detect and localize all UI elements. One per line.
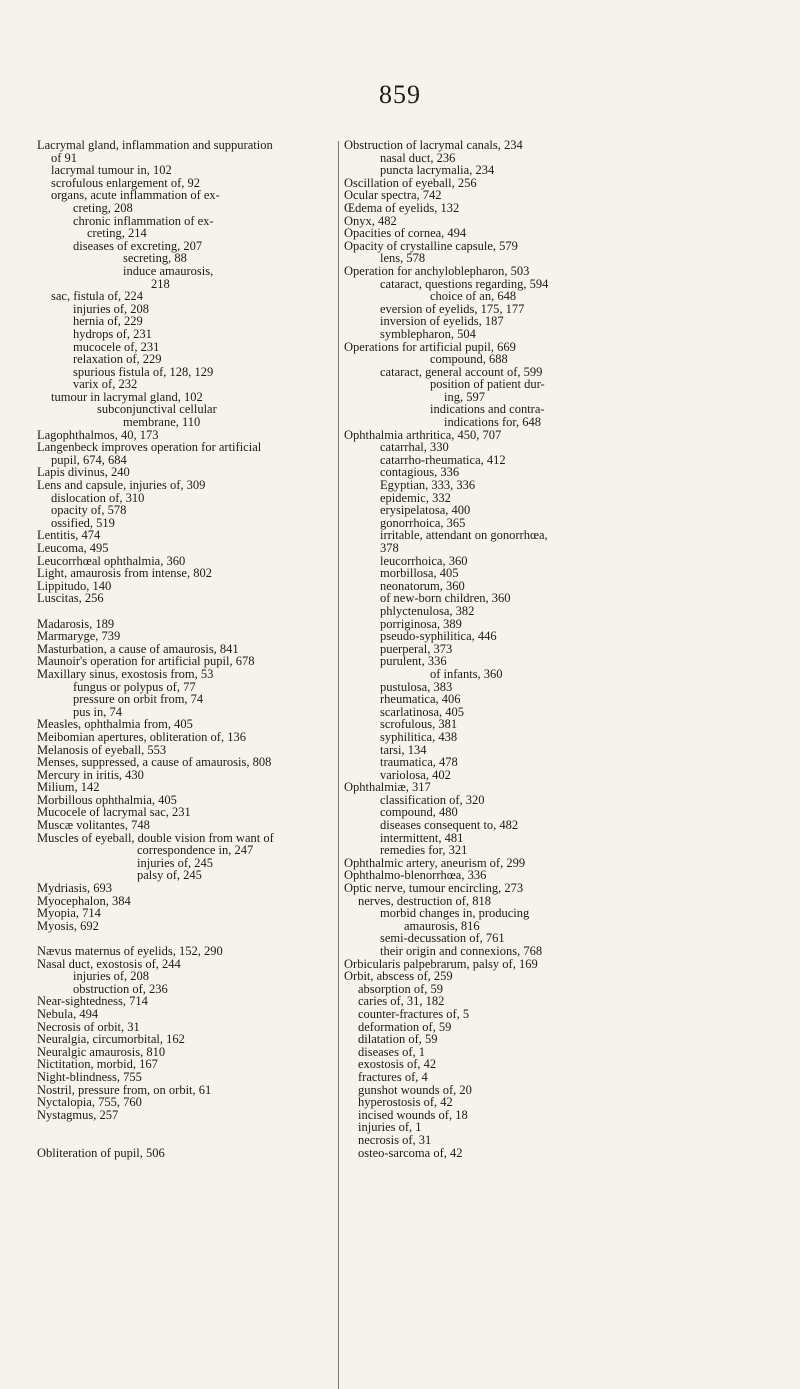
index-entry: spurious fistula of, 128, 129 xyxy=(73,364,214,379)
index-entry: rheumatica, 406 xyxy=(380,692,461,707)
index-entry: mucocele of, 231 xyxy=(73,339,160,354)
index-entry: caries of, 31, 182 xyxy=(358,994,445,1009)
index-entry: of infants, 360 xyxy=(430,666,503,681)
index-entry: diseases consequent to, 482 xyxy=(380,818,519,833)
index-entry: cataract, general account of, 599 xyxy=(380,364,543,379)
index-entry: injuries of, 1 xyxy=(358,1120,422,1135)
index-entry: Onyx, 482 xyxy=(344,213,397,228)
index-entry: Myopia, 714 xyxy=(37,906,101,921)
index-entry: Lippitudo, 140 xyxy=(37,578,112,593)
index-entry: Ophthalmia arthritica, 450, 707 xyxy=(344,427,502,442)
index-entry: of new-born children, 360 xyxy=(380,591,511,606)
index-entry: 218 xyxy=(151,276,170,291)
index-entry: pupil, 674, 684 xyxy=(51,452,127,467)
index-entry: Necrosis of orbit, 31 xyxy=(37,1019,140,1034)
index-entry: scrofulous enlargement of, 92 xyxy=(51,175,201,190)
index-entry: gunshot wounds of, 20 xyxy=(358,1082,472,1097)
index-entry: pustulosa, 383 xyxy=(380,679,453,694)
index-entry: catarrhal, 330 xyxy=(380,440,449,455)
index-entry: puerperal, 373 xyxy=(380,641,453,656)
index-entry: ing, 597 xyxy=(444,389,485,404)
index-entry: tumour in lacrymal gland, 102 xyxy=(51,389,203,404)
index-entry: contagious, 336 xyxy=(380,465,460,480)
index-entry: puncta lacrymalia, 234 xyxy=(380,163,495,178)
index-entry: Light, amaurosis from intense, 802 xyxy=(37,566,212,581)
index-entry: Opacities of cornea, 494 xyxy=(344,226,467,241)
index-entry: Operation for anchyloblepharon, 503 xyxy=(344,263,530,278)
index-entry: tarsi, 134 xyxy=(380,742,427,757)
index-entry: Nævus maternus of eyelids, 152, 290 xyxy=(37,944,223,958)
index-entry: gonorrhoica, 365 xyxy=(380,515,466,530)
index-entry: Meibomian apertures, obliteration of, 136 xyxy=(37,729,246,744)
index-entry: osteo-sarcoma of, 42 xyxy=(358,1145,463,1160)
index-entry: nerves, destruction of, 818 xyxy=(358,893,491,908)
index-entry: deformation of, 59 xyxy=(358,1019,452,1034)
index-entry: counter-fractures of, 5 xyxy=(358,1006,470,1021)
index-entry: Menses, suppressed, a cause of amaurosis, 808 xyxy=(37,755,272,770)
index-entry: Lacrymal gland, inflammation and suppuration xyxy=(37,138,273,152)
index-entry: dilatation of, 59 xyxy=(358,1032,438,1047)
index-entry: Madarosis, 189 xyxy=(37,616,115,631)
index-entry: Ophthalmo-blenorrhœa, 336 xyxy=(344,868,487,883)
index-gap xyxy=(37,605,337,618)
index-entry: Nyctalopia, 755, 760 xyxy=(37,1095,142,1110)
index-entry: Ocular spectra, 742 xyxy=(344,188,442,203)
index-entry: sac, fistula of, 224 xyxy=(51,289,143,304)
index-entry: Marmaryge, 739 xyxy=(37,629,121,644)
index-entry: neonatorum, 360 xyxy=(380,578,465,593)
index-entry: pus in, 74 xyxy=(73,704,122,719)
index-entry: Operations for artificial pupil, 669 xyxy=(344,339,516,354)
index-entry: dislocation of, 310 xyxy=(51,490,145,505)
index-entry: Orbicularis palpebrarum, palsy of, 169 xyxy=(344,956,538,971)
index-entry: Œdema of eyelids, 132 xyxy=(344,200,460,215)
index-entry: Milium, 142 xyxy=(37,780,100,795)
index-gap xyxy=(37,1134,337,1147)
index-entry: fungus or polypus of, 77 xyxy=(73,679,196,694)
index-entry: irritable, attendant on gonorrhœa, xyxy=(380,528,548,543)
index-entry: Myocephalon, 384 xyxy=(37,893,131,908)
index-entry: Muscles of eyeball, double vision from want of xyxy=(37,830,274,845)
index-entry: semi-decussation of, 761 xyxy=(380,931,505,946)
index-entry: Obliteration of pupil, 506 xyxy=(37,1145,165,1160)
index-entry: of 91 xyxy=(51,150,78,165)
index-entry: Luscitas, 256 xyxy=(37,591,104,606)
index-entry: Morbillous ophthalmia, 405 xyxy=(37,792,177,807)
index-entry: their origin and connexions, 768 xyxy=(380,944,543,958)
index-entry: indications for, 648 xyxy=(444,415,542,430)
index-entry: Nictitation, morbid, 167 xyxy=(37,1057,158,1072)
index-entry: Obstruction of lacrymal canals, 234 xyxy=(344,138,523,152)
index-entry: Optic nerve, tumour encircling, 273 xyxy=(344,881,524,896)
index-entry: pressure on orbit from, 74 xyxy=(73,692,204,707)
index-entry: Leucorrhœal ophthalmia, 360 xyxy=(37,553,186,568)
index-entry: Measles, ophthalmia from, 405 xyxy=(37,717,193,732)
index-entry: compound, 480 xyxy=(380,805,458,820)
index-entry: exostosis of, 42 xyxy=(358,1057,437,1072)
index-entry: pseudo-syphilitica, 446 xyxy=(380,629,497,644)
index-entry: chronic inflammation of ex- xyxy=(73,213,214,228)
index-entry: Nebula, 494 xyxy=(37,1006,99,1021)
index-entry: hydrops of, 231 xyxy=(73,326,152,341)
index-entry: classification of, 320 xyxy=(380,792,485,807)
index-entry: Nostril, pressure from, on orbit, 61 xyxy=(37,1082,212,1097)
index-entry: opacity of, 578 xyxy=(51,503,127,518)
index-entry: phlyctenulosa, 382 xyxy=(380,603,475,618)
index-entry: diseases of excreting, 207 xyxy=(73,238,203,253)
index-entry: erysipelatosa, 400 xyxy=(380,503,471,518)
index-column-left xyxy=(37,139,337,1159)
index-entry: Ophthalmic artery, aneurism of, 299 xyxy=(344,855,526,870)
index-entry: variolosa, 402 xyxy=(380,767,451,782)
index-entry: Myosis, 692 xyxy=(37,918,99,933)
index-entry: Maunoir's operation for artificial pupil, 678 xyxy=(37,654,255,669)
index-entry: correspondence in, 247 xyxy=(137,843,254,858)
index-entry: Mercury in iritis, 430 xyxy=(37,767,144,782)
index-entry: Melanosis of eyeball, 553 xyxy=(37,742,167,757)
index-entry: Nasal duct, exostosis of, 244 xyxy=(37,956,181,971)
index-entry: absorption of, 59 xyxy=(358,981,444,996)
index-entry: Nystagmus, 257 xyxy=(37,1107,119,1122)
index-entry: diseases of, 1 xyxy=(358,1044,425,1059)
index-entry: Orbit, abscess of, 259 xyxy=(344,969,453,984)
index-entry: traumatica, 478 xyxy=(380,755,458,770)
index-entry: Lagophthalmos, 40, 173 xyxy=(37,427,159,442)
index-entry: Maxillary sinus, exostosis from, 53 xyxy=(37,666,214,681)
index-entry: Langenbeck improves operation for artificial xyxy=(37,440,262,455)
index-entry: varix of, 232 xyxy=(73,377,138,392)
index-entry: Ophthalmiæ, 317 xyxy=(344,780,431,795)
index-entry: catarrho-rheumatica, 412 xyxy=(380,452,506,467)
index-entry: creting, 208 xyxy=(73,200,133,215)
index-entry: Opacity of crystalline capsule, 579 xyxy=(344,238,518,253)
index-entry: membrane, 110 xyxy=(123,415,201,430)
index-entry: Mydriasis, 693 xyxy=(37,881,112,896)
index-entry: Lapis divinus, 240 xyxy=(37,465,130,480)
index-entry: subconjunctival cellular xyxy=(97,402,217,417)
index-entry: Near-sightedness, 714 xyxy=(37,994,148,1009)
index-entry: morbid changes in, producing xyxy=(380,906,530,921)
index-entry: Muscæ volitantes, 748 xyxy=(37,818,150,833)
index-entry: injuries of, 208 xyxy=(73,969,150,984)
index-entry: leucorrhoica, 360 xyxy=(380,553,468,568)
index-entry: necrosis of, 31 xyxy=(358,1132,432,1147)
index-entry: nasal duct, 236 xyxy=(380,150,456,165)
index-entry: 378 xyxy=(380,541,399,555)
index-entry: amaurosis, 816 xyxy=(404,918,480,933)
index-column-right xyxy=(344,139,664,1159)
index-entry: Night-blindness, 755 xyxy=(37,1069,142,1084)
index-entry: obstruction of, 236 xyxy=(73,981,168,996)
index-entry: Lentitis, 474 xyxy=(37,528,101,543)
index-entry: incised wounds of, 18 xyxy=(358,1107,468,1122)
index-entry: Neuralgic amaurosis, 810 xyxy=(37,1044,166,1059)
index-entry: compound, 688 xyxy=(430,352,508,367)
index-entry: injuries of, 208 xyxy=(73,301,150,316)
index-entry: scarlatinosa, 405 xyxy=(380,704,465,719)
index-entry: Leucoma, 495 xyxy=(37,541,109,555)
page-number: 859 xyxy=(379,80,421,109)
index-entry: eversion of eyelids, 175, 177 xyxy=(380,301,525,316)
index-entry: ossified, 519 xyxy=(51,515,115,530)
index-entry: secreting, 88 xyxy=(123,251,187,266)
index-entry: position of patient dur- xyxy=(430,377,545,392)
index-entry: Lens and capsule, injuries of, 309 xyxy=(37,478,206,493)
index-entry: hyperostosis of, 42 xyxy=(358,1095,453,1110)
index-gap xyxy=(37,1121,337,1134)
index-entry: Mucocele of lacrymal sac, 231 xyxy=(37,805,191,820)
index-entry: indications and contra- xyxy=(430,402,545,417)
index-entry: lacrymal tumour in, 102 xyxy=(51,163,172,178)
index-entry: scrofulous, 381 xyxy=(380,717,458,732)
index-entry: lens, 578 xyxy=(380,251,426,266)
index-entry: choice of an, 648 xyxy=(430,289,517,304)
index-entry: injuries of, 245 xyxy=(137,855,214,870)
index-entry: Masturbation, a cause of amaurosis, 841 xyxy=(37,641,239,656)
index-entry: Neuralgia, circumorbital, 162 xyxy=(37,1032,185,1047)
index-entry: syphilitica, 438 xyxy=(380,729,458,744)
index-entry: inversion of eyelids, 187 xyxy=(380,314,504,329)
index-entry: purulent, 336 xyxy=(380,654,447,669)
index-entry: epidemic, 332 xyxy=(380,490,451,505)
index-entry: creting, 214 xyxy=(87,226,147,241)
index-entry: palsy of, 245 xyxy=(137,868,202,883)
index-entry: symblepharon, 504 xyxy=(380,326,476,341)
index-entry: relaxation of, 229 xyxy=(73,352,162,367)
index-entry: hernia of, 229 xyxy=(73,314,143,329)
index-entry: intermittent, 481 xyxy=(380,830,464,845)
index-entry: Oscillation of eyeball, 256 xyxy=(344,175,477,190)
index-entry: cataract, questions regarding, 594 xyxy=(380,276,549,291)
index-entry: morbillosa, 405 xyxy=(380,566,459,581)
index-entry: Egyptian, 333, 336 xyxy=(380,478,476,493)
index-entry: induce amaurosis, xyxy=(123,263,214,278)
column-divider xyxy=(338,141,339,1389)
index-entry: remedies for, 321 xyxy=(380,843,468,858)
index-entry: porriginosa, 389 xyxy=(380,616,462,631)
index-entry: fractures of, 4 xyxy=(358,1069,428,1084)
index-entry: organs, acute inflammation of ex- xyxy=(51,188,220,203)
